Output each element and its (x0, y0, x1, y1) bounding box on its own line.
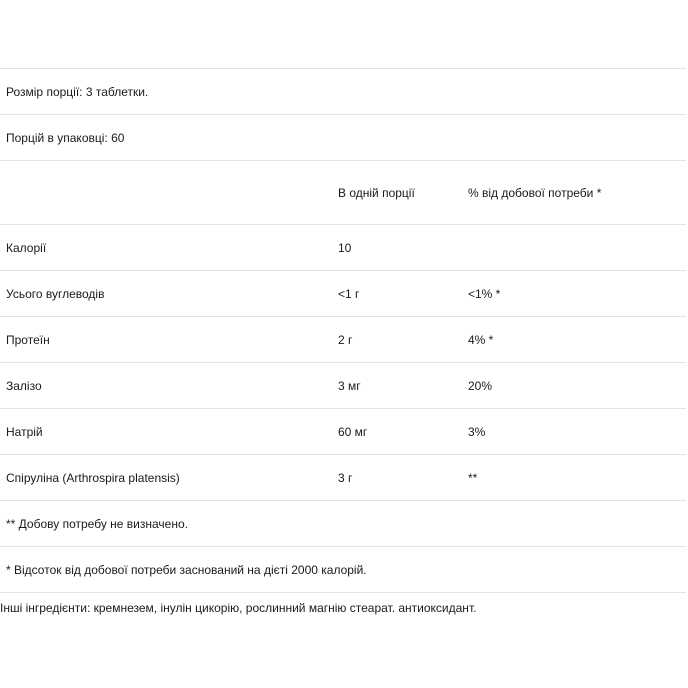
supplement-facts-table (0, 68, 686, 593)
nutrient-amount: 3 г (338, 470, 353, 485)
nutrient-dv: ** (468, 470, 478, 485)
table-row (0, 454, 686, 500)
nutrient-name: Залізо (6, 378, 42, 393)
nutrient-amount: <1 г (338, 286, 360, 301)
table-row (0, 362, 686, 408)
nutrient-amount: 3 мг (338, 378, 361, 393)
header-per-serving: В одній порції (338, 185, 415, 200)
servings-per-container-row (0, 114, 686, 160)
note-row (0, 500, 686, 546)
divider (0, 592, 686, 593)
note-not-established: ** Добову потребу не визначено. (6, 516, 188, 531)
nutrient-amount: 2 г (338, 332, 353, 347)
nutrient-name: Усього вуглеводів (6, 286, 105, 301)
nutrient-name: Калорії (6, 240, 47, 255)
table-row (0, 408, 686, 454)
table-row (0, 224, 686, 270)
nutrient-amount: 60 мг (338, 424, 368, 439)
note-based-on: * Відсоток від добової потреби заснований на дієті 2000 калорій. (6, 562, 367, 577)
nutrient-name: Протеїн (6, 332, 50, 347)
nutrient-amount: 10 (338, 240, 352, 255)
nutrient-name: Натрій (6, 424, 43, 439)
table-header-row (0, 160, 686, 224)
servings-per-container: Порцій в упаковці: 60 (6, 130, 125, 145)
note-row (0, 546, 686, 592)
nutrient-dv: <1% * (468, 286, 501, 301)
nutrient-name: Спіруліна (Arthrospira platensis) (6, 470, 180, 485)
header-daily-value: % від добової потреби * (468, 185, 602, 200)
nutrient-dv: 3% (468, 424, 486, 439)
serving-size: Розмір порції: 3 таблетки. (6, 84, 149, 99)
nutrient-dv: 4% * (468, 332, 494, 347)
serving-size-row (0, 68, 686, 114)
table-row (0, 270, 686, 316)
other-ingredients: Інші інгредієнти: кремнезем, інулін цикорію, рослинний магнію стеарат. антиоксидант. (0, 601, 477, 615)
nutrient-dv: 20% (468, 378, 493, 393)
table-row (0, 316, 686, 362)
